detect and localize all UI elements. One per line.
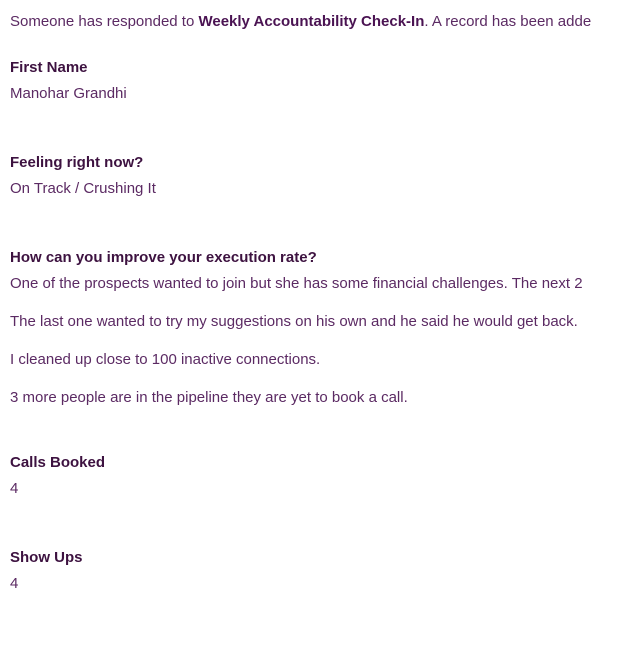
field-show-ups [10,548,617,595]
notification-line [10,12,617,32]
field-label-execution-rate: How can you improve your execution rate? [10,249,317,266]
field-execution-rate [10,248,617,409]
form-name: Weekly Accountability Check-In [198,13,425,30]
field-value-paragraph: 3 more people are in the pipeline they are yet to book a call. [10,389,408,406]
field-calls-booked [10,453,617,500]
field-value-calls-booked: 4 [10,480,19,497]
field-value-first-name: Manohar Grandhi [10,85,127,102]
field-first-name [10,58,617,105]
notification-prefix: Someone has responded to [10,13,199,30]
field-value-paragraph: I cleaned up close to 100 inactive connections. [10,351,321,368]
field-label-show-ups: Show Ups [10,549,83,566]
field-label-first-name: First Name [10,59,88,76]
field-value-paragraph: One of the prospects wanted to join but she has some financial challenges. The next 2 [10,275,583,292]
field-value-feeling: On Track / Crushing It [10,180,156,197]
field-value-paragraph: The last one wanted to try my suggestions on his own and he said he would get back. [10,313,578,330]
field-feeling [10,153,617,200]
field-value-show-ups: 4 [10,575,19,592]
field-label-calls-booked: Calls Booked [10,454,106,471]
notification-suffix: . A record has been adde [424,13,592,30]
field-label-feeling: Feeling right now? [10,154,144,171]
